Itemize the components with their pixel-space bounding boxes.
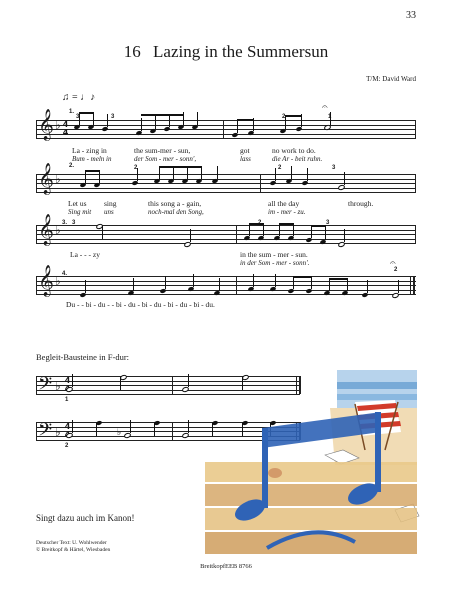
staff-label: 3. — [62, 220, 68, 226]
count-mark: 3 — [76, 114, 80, 120]
lyric-en: Du - - bi - du - - bi - du - bi - du - bi - du - bi - du. — [66, 300, 215, 309]
note — [65, 386, 73, 393]
fermata-icon: 𝄐 — [390, 258, 396, 269]
shell-icon — [268, 468, 282, 478]
treble-clef-icon: 𝄞 — [38, 109, 54, 140]
flat-icon: ♭ — [55, 425, 61, 439]
count-mark: 3 — [326, 220, 330, 226]
pattern-number: 1 — [65, 397, 69, 403]
flat-icon: ♭ — [55, 172, 61, 186]
song-number: 16 — [123, 42, 141, 61]
lyric-en: La - - - zy — [70, 250, 100, 259]
staff-1 — [36, 102, 416, 140]
count-mark: 2 — [394, 267, 398, 273]
count-mark: 1 — [328, 114, 332, 120]
lyric-de: im - mer - zu. — [268, 208, 306, 216]
note — [391, 292, 399, 299]
bass-clef-icon: 𝄢 — [38, 374, 53, 399]
treble-clef-icon: 𝄞 — [38, 265, 54, 296]
footer-credits — [36, 540, 110, 554]
note — [181, 386, 189, 393]
lyric-en: Let us — [68, 199, 87, 208]
pattern-number: 2 — [65, 443, 69, 449]
song-title — [0, 42, 452, 62]
lyric-de: Sing mit — [68, 208, 92, 216]
lyric-de: in der Som - mer - sonn'. — [240, 259, 310, 267]
lyric-en: this song a - gain, — [148, 199, 202, 208]
footer-line: Deutscher Text: U. Wohlwender — [36, 540, 107, 546]
lyric-de: Bum - meln in — [72, 155, 112, 163]
lyric-en: La - zing in — [72, 146, 107, 155]
accompaniment-heading: Begleit-Bausteine in F-dur: — [36, 352, 130, 362]
count-mark: 2 — [134, 165, 138, 171]
planks — [205, 462, 417, 554]
count-mark: 2 — [278, 165, 282, 171]
treble-clef-icon: 𝄞 — [38, 214, 54, 245]
fermata-icon: 𝄐 — [322, 102, 328, 113]
tempo-marking: ♫ = ♩♪ — [62, 92, 96, 103]
note — [337, 241, 345, 248]
note — [337, 184, 345, 191]
note — [181, 432, 189, 439]
publisher-reference: BreitkopfEEB 8766 — [200, 563, 252, 570]
summer-illustration — [205, 370, 420, 565]
canon-note: Singt dazu auch im Kanon! — [36, 513, 135, 523]
time-signature: 4 — [64, 422, 71, 431]
lyric-de: lass — [240, 155, 251, 163]
flat-icon: ♭ — [117, 428, 122, 438]
lyric-de: uns — [104, 208, 114, 216]
count-mark: 2 — [282, 114, 286, 120]
bass-clef-icon: 𝄢 — [38, 420, 53, 445]
staff-label: 1. — [69, 109, 75, 115]
staff-label: 4. — [62, 271, 68, 277]
count-mark: 3 — [72, 220, 76, 226]
treble-clef-icon: 𝄞 — [38, 163, 54, 194]
lyric-de: der Som - mer - sonn', — [134, 155, 197, 163]
footer-line: © Breitkopf & Härtel, Wiesbaden — [36, 547, 111, 553]
note — [123, 432, 131, 439]
count-mark: 3 — [111, 114, 115, 120]
staff-label: 2. — [69, 163, 75, 169]
page-number: 33 — [406, 10, 416, 21]
staff-2 — [36, 163, 416, 194]
lyric-en: all the day — [268, 199, 300, 208]
lyric-en: no work to do. — [272, 146, 316, 155]
lyric-en: in the sum - mer - sun. — [240, 250, 308, 259]
count-mark: 3 — [332, 165, 336, 171]
time-signature: 4 — [64, 376, 71, 385]
song-title-text: Lazing in the Summersun — [153, 42, 329, 61]
lyric-en: the sum-mer - sun, — [134, 146, 191, 155]
flat-icon: ♭ — [55, 379, 61, 393]
lyric-en: got — [240, 146, 250, 155]
lyric-de: die Ar - beit ruhn. — [272, 155, 323, 163]
lyric-de: noch-mal den Song, — [148, 208, 204, 216]
staff-3 — [36, 214, 416, 245]
song-credit: T/M: David Ward — [366, 75, 416, 83]
flat-icon: ♭ — [55, 223, 61, 237]
time-signature: 4 4 — [62, 120, 69, 137]
note — [183, 241, 191, 248]
lyric-en: through. — [348, 199, 374, 208]
lyric-en: sing — [104, 199, 117, 208]
flat-icon: ♭ — [55, 118, 61, 132]
note — [65, 432, 73, 439]
flat-icon: ♭ — [55, 274, 61, 288]
